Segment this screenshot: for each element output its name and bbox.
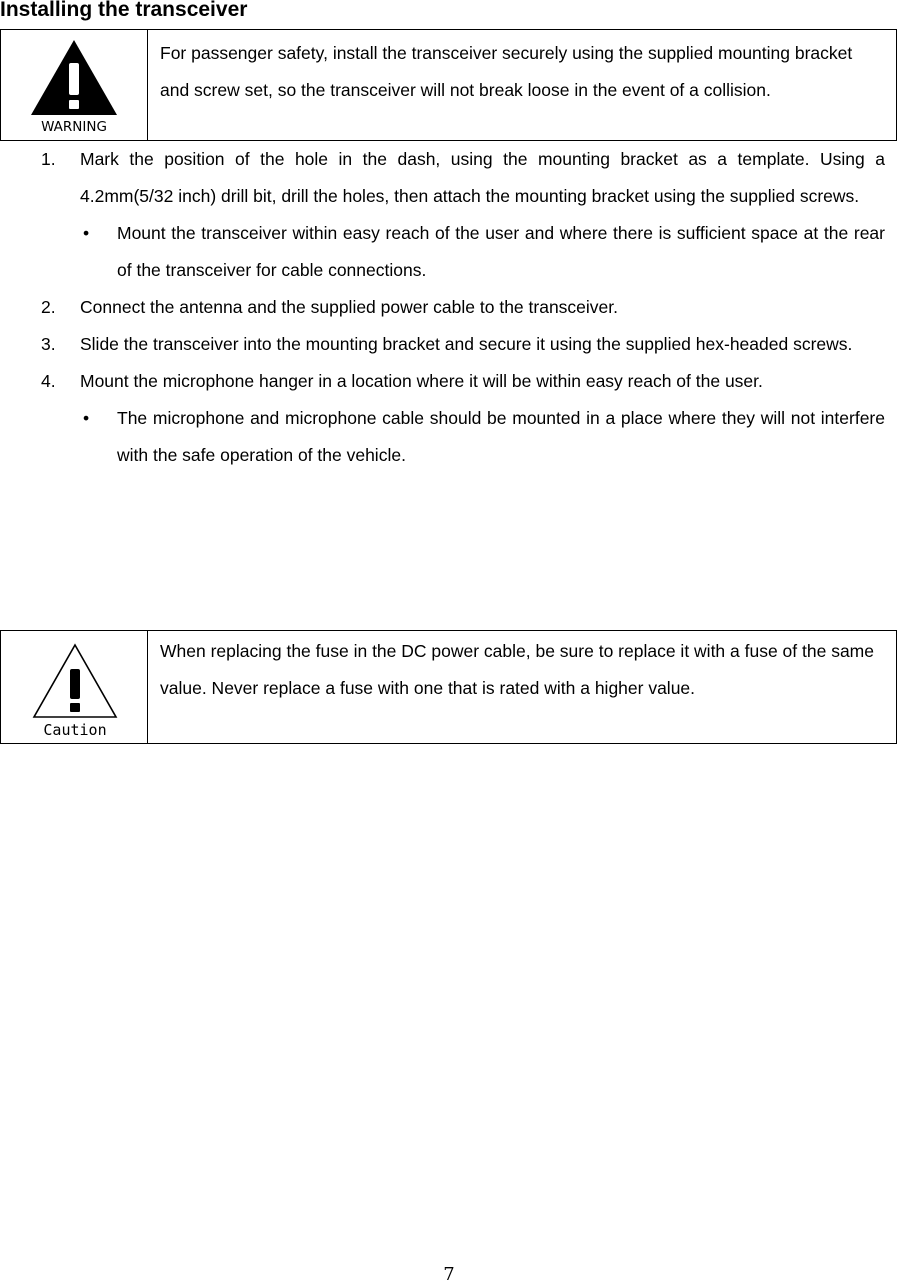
sub-list-item [0, 215, 898, 289]
step-text: Slide the transceiver into the mounting bracket and secure it using the supplied hex-headed screws. [80, 334, 853, 354]
step-text: Mark the position of the hole in the dash, using the mounting bracket as a template. Using a 4.2mm(5/32 inch) drill bit, drill the holes, then attach the mounting bracket using the supplied screws. [80, 149, 885, 206]
caution-text: When replacing the fuse in the DC power cable, be sure to replace it with a fuse of the same value. Never replace a fuse with one that is rated with a higher value. [160, 641, 874, 698]
warning-icon-label: WARNING [41, 119, 107, 134]
sub-item-text: Mount the transceiver within easy reach of the user and where there is sufficient space at the rear of the transceiver for cable connections. [117, 223, 885, 280]
caution-icon-label: Caution [43, 721, 107, 739]
bullet: • [83, 223, 90, 243]
step-number: 3. [41, 334, 56, 354]
bullet: • [83, 408, 90, 428]
step-text: Connect the antenna and the supplied power cable to the transceiver. [80, 297, 619, 317]
caution-box [0, 630, 897, 744]
list-item [0, 289, 898, 326]
step-number: 2. [41, 297, 56, 317]
list-item [0, 141, 898, 215]
list-item [0, 363, 898, 400]
warning-text: For passenger safety, install the transceiver securely using the supplied mounting bracket and screw set, so the transceiver will not break loose in the event of a collision. [160, 43, 853, 100]
caution-icon-cell [1, 631, 148, 743]
caution-icon [31, 643, 119, 739]
step-number: 4. [41, 371, 56, 391]
warning-box [0, 29, 897, 141]
sub-list-item [0, 400, 898, 474]
list-item [0, 326, 898, 363]
installation-steps [0, 141, 898, 474]
step-number: 1. [41, 149, 56, 169]
warning-icon-cell [1, 30, 148, 140]
warning-icon [29, 39, 119, 134]
page-title: Installing the transceiver [0, 0, 248, 21]
step-text: Mount the microphone hanger in a location where it will be within easy reach of the user. [80, 371, 763, 391]
sub-item-text: The microphone and microphone cable should be mounted in a place where they will not interfere with the safe operation of the vehicle. [117, 408, 885, 465]
page-number: 7 [443, 1264, 455, 1285]
